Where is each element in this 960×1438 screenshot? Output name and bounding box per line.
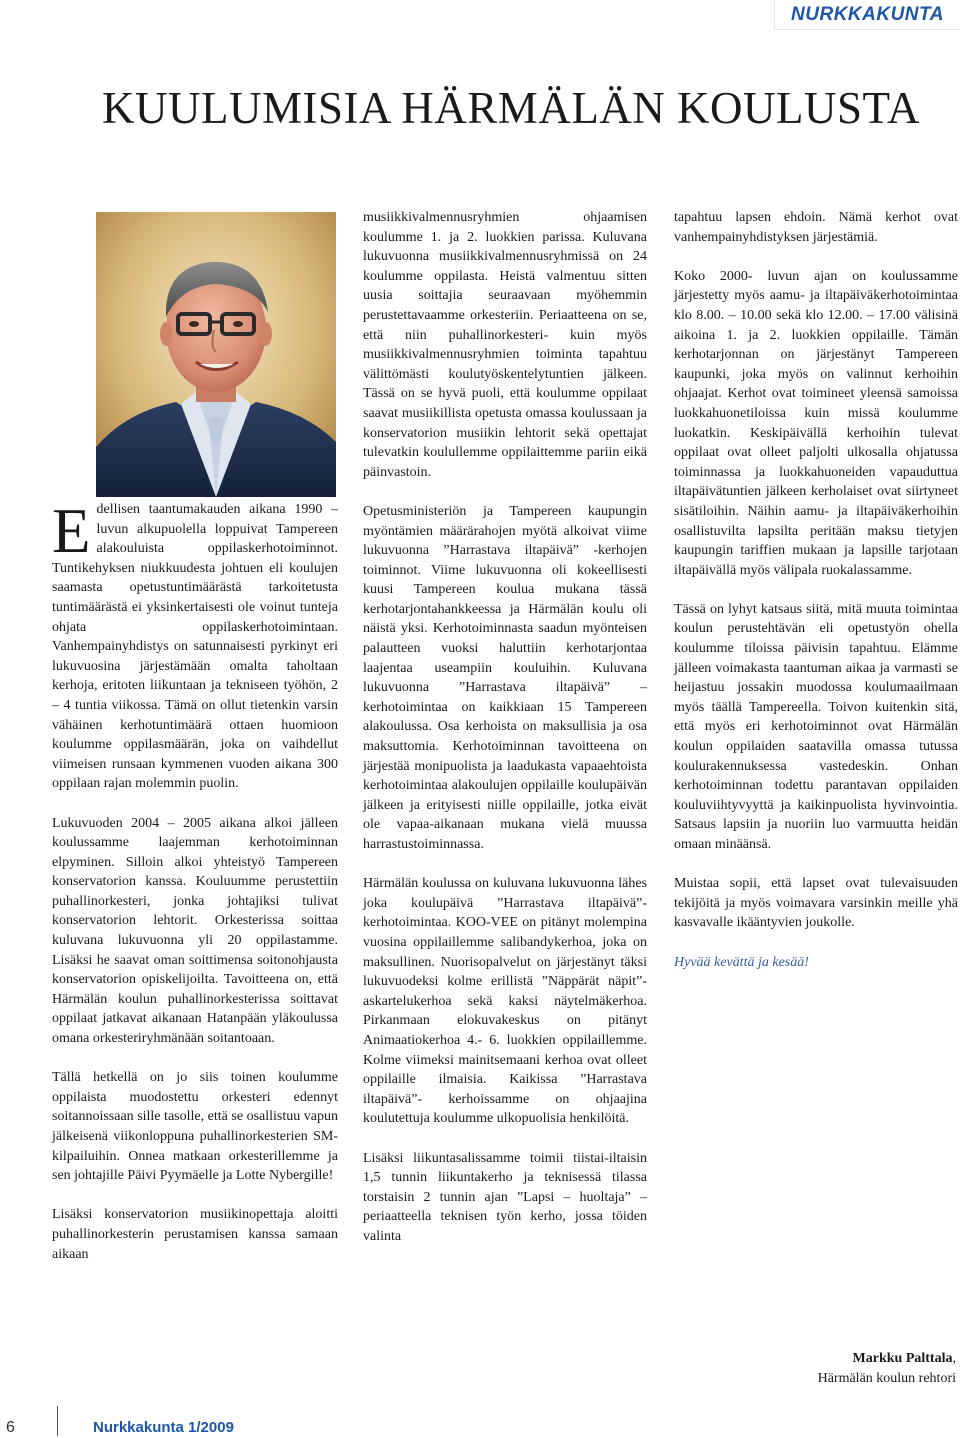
author-role: Härmälän koulun rehtori [817,1371,956,1386]
section-label: NURKKAKUNTA [774,0,960,30]
article-paragraph: Opetusministeriön ja Tampereen kaupungin myöntämien määrärahojen myötä alkoivat viime lukuvuonna ”Harrastava iltapäivä” -kerhojen toiminnot. Viime lukuvuonna oli kokeellisesti kuusi Tampereen koulua mukana tässä kerhotarjontahankkeessa ja Härmälän koulu oli näistä yksi. Kerhotoiminnasta saadun myönteisen palautteen vuoksi haluttiin kerhotarjontaa laajentaa useampiin kouluihin. Kuluvana lukuvuonna ”Harrastava iltapäivä” –kerhotoimintaa on kaikkiaan 15 Tampereen alakoulussa. Osa kerhoista on maksullisia ja osa maksuttomia. Kerhotoiminnan tavoitteena on järjestää monipuolista ja laadukasta vapaaehtoista kerhotoimintaa alakoulujen oppilaille koulupäivän jälkeen ja erityisesti niille oppilaille, jotka eivät ole vapaa-aikanaan mukana vielä muussa harrastustoiminnassa. [363,503,647,852]
author-name-suffix: , [952,1351,956,1366]
article-paragraph: Koko 2000- luvun ajan on koulussamme järjestetty myös aamu- ja iltapäiväkerhotoimintaa klo 8.00. – 10.00 sekä klo 12.00. – 17.00 välisinä aikoina 1. ja 2. luokkien oppilaille. Tämän kerhotarjonnan on järjestänyt Tampereen kaupunki, joka myös on valinnut kerhoihin ohjaajat. Kerhot ovat toimineet yleensä samoissa luokkahuonetiloissa kuin missä koulumme luokatkin. Keskipäivällä kerhoihin tulevat oppilaat ovat olleet paljolti ulkosalla ohjatussa toiminnassa ja luokkahuoneiden vapauduttua iltapäivätuntien jälkeen kerholaiset ovat siirtyneet sisätiloihin. Näihin aamu- ja iltapäiväkerhoihin osallistuvilta lapsilta peritään maksu tietyjen kaupungin tariffien mukaan ja lapsille tarjotaan iltapäivällä myös välipala ruokalassamme. [674,268,958,578]
publication-title: Nurkkakunta 1/2009 [93,1419,234,1436]
drop-cap: E [52,496,91,566]
article-paragraph: Muistaa sopii, että lapset ovat tulevaisuuden tekijöitä ja myös voimavara varsinkin meille yhä kasvavalle ikääntyvien joukolle. [674,876,958,931]
article-paragraph: Lisäksi liikuntasalissamme toimii tiistai-iltaisin 1,5 tunnin liikuntakerho ja teknisessä tilassa torstaisin 2 tunnin ajan ”Lapsi – huoltaja” –periaatteella teknisen työn kerho, jossa töiden valinta [363,1150,647,1244]
article-paragraph: Härmälän koulussa on kuluvana lukuvuonna lähes joka koulupäivä ”Harrastava iltapäivä”-kerhotoimintaa. KOO-VEE on pitänyt molempina vuosina oppilaillemme salibandykerhoa, joka on maksullinen. Nuorisopalvelut on järjestänyt täksi lukuvuodeksi kolme erillistä ”Näppärät näpit”- askartelukerhoa sekä kaksi näytelmäkerhoa. Pirkanmaan elokuvakeskus on pitänyt Animaatiokerhoa 4.- 6. luokkien oppilaillemme. Kolme viimeksi mainitsemaani kerhoa ovat olleet oppilaille ilmaisia. Kaikissa ”Harrastava iltapäivä”- kerhoissamme on ohjaajina koulutettuja koulumme ulkopuolisia henkilöitä. [363,876,647,1127]
author-portrait-photo [96,212,336,497]
page-number: 6 [6,1419,15,1436]
article-column-1 [52,496,338,1284]
author-signature [818,1349,956,1389]
article-column-3 [674,208,958,992]
article-paragraph: Tällä hetkellä on jo siis toinen koulumme oppilaista muodostettu orkesteri edennyt soitannoissaan sille tasolle, että se osallistuu vapun jälkeisenä viikonloppuna puhallinorkesterien SM-kilpailuihin. Onnea matkaan orkesterillemme ja sen johtajille Päivi Pyymäelle ja Lotte Nybergille! [52,1070,338,1184]
article-paragraph: Lukuvuoden 2004 – 2005 aikana alkoi jälleen koulussamme laajemman kerhotoiminnan elpyminen. Silloin alkoi yhteistyö Tampereen konservatorion kanssa. Kouluumme perustettiin puhallinorkesteri, jonka johtajiksi tulivat konservatorion lehtorit. Orkesterissa soittaa kuluvana lukuvuonna yli 20 oppilastamme. Lisäksi he saavat oman soittimensa soitonohjausta konservatorion opiskelijoilta. Tavoitteena on, että Härmälän koulun puhallinorkesterissa soittavat oppilaat jatkavat aikanaan Hatanpään yläkoulussa omana orkesteriryhmänään soitantoaan. [52,815,338,1047]
author-name: Markku Palttala [852,1351,953,1366]
footer-divider [57,1406,58,1436]
closing-greeting: Hyvää kevättä ja kesää! [674,954,809,970]
article-column-2 [363,208,647,1266]
article-paragraph: Edellisen taantumakauden aikana 1990 –luvun alkupuolella loppuivat Tampereen alakouluista oppilaskerhotoiminnot. Tuntikehyksen niukkuudesta johtuen eli koulujen saamasta opetustuntimäärästä tarkoitetusta tuntimäärästä ei yksinkertaisesti ole voinut tunteja ohjata oppilaskerhotoimintaan. Vanhempainyhdistys on satunnaisesti pyrkinyt eri lukuvuosina järjestämään omalta taholtaan kerhoja, eritoten liikuntaan ja tekniseen työhön, 2 – 4 tuntia viikossa. Tämä on ollut tietenkin varsin vähäinen kerhotuntimäärä ottaen huomioon koulumme oppilasmäärän, joka on vaihdellut viimeisen runsaan kymmenen vuoden aikana 300 oppilaan rajan molemmin puolin. [52,496,338,792]
article-paragraph: Tässä on lyhyt katsaus siitä, mitä muuta toimintaa koulun perustehtävän eli opetustyön ohella koulumme tiloissa päivisin tapahtuu. Elämme jälleen voimakasta taantuman aikaa ja varmasti se heijastuu jossakin muodossa koulumaailmaan myös täällä Tampereella. Toivon kuitenkin sitä, että myös eri kerhotoiminnot ovat Härmälän koulun oppilaiden saatavilla omassa tutussa koulurakennuksessa vastedeskin. Onhan kerhotoiminnan todettu parantavan oppilaiden kouluviihtyvyyttä ja kaikinpuolista hyvinvointia. Satsaus lapsiin ja nuoriin luo varmuutta heidän omaan minäänsä. [674,601,958,852]
article-paragraph: tapahtuu lapsen ehdoin. Nämä kerhot ovat vanhempainyhdistyksen järjestämiä. [674,210,958,245]
article-paragraph: musiikkivalmennusryhmien ohjaamisen koulumme 1. ja 2. luokkien parissa. Kuluvana lukuvuonna musiikkivalmennusryhmissä on 24 koulumme oppilasta. Heistä valmentuu sitten uusia soittajia seuraavaan myöhemmin perustettavaamme orkesteriin. Periaatteena on se, että niin puhallinorkesteri- kuin myös musiikkivalmennusryhmien toiminta tapahtuu välittömästi koulutyöskentelytuntien jälkeen. Tässä on se hyvä puoli, että koulumme oppilaat saavat musiikillista opetusta omassa koulussaan ja konservatorion musiikin lehtorit sekä opettajat tulevatkin koulullemme oppilaittemme pariin eikä päinvastoin. [363,210,647,480]
article-title: KUULUMISIA HÄRMÄLÄN KOULUSTA [102,83,920,133]
article-paragraph: Lisäksi konservatorion musiikinopettaja aloitti puhallinorkesterin perustamisen kanssa samaan aikaan [52,1207,338,1262]
